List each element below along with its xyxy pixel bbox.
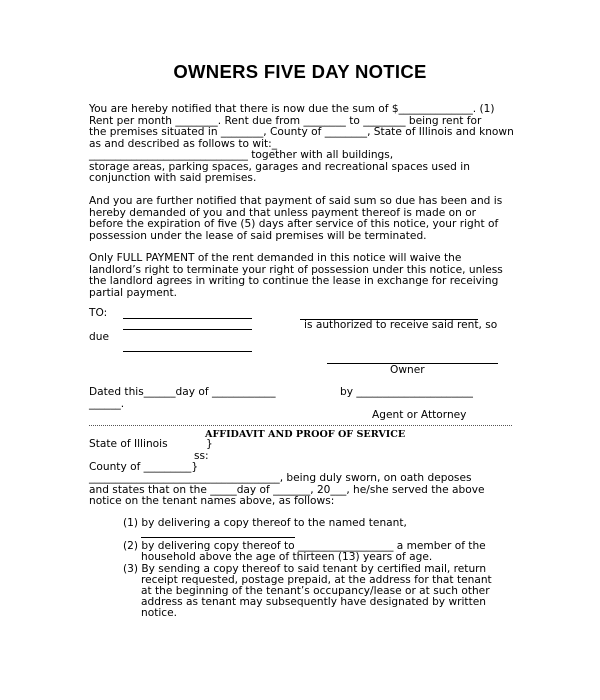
text-line: Rent per month ________. Rent due from ________ to ________ being rent for — [89, 114, 482, 127]
state-brace: } — [206, 438, 213, 450]
by-agent-line: by ______________________ — [340, 386, 473, 398]
text-line: ____________________________________, being duly sworn, on oath deposes — [89, 472, 472, 484]
text-line: You are hereby notified that there is now due the sum of $______________. (1) — [89, 103, 495, 115]
text-line: the premises situated in ________, County of ________, State of Illinois and known — [89, 126, 514, 138]
authorized-text: is authorized to receive said rent, so — [304, 319, 498, 331]
text-line: the landlord agrees in writing to continue the lease in exchange for receiving — [89, 275, 499, 287]
text-line: And you are further notified that payment of said sum so due has been and is — [89, 195, 503, 207]
service-method-3-cont: address as tenant may subsequently have designated by written — [141, 596, 486, 608]
tenant-name-line-3[interactable] — [123, 351, 252, 352]
service-method-2-line[interactable] — [141, 537, 295, 538]
text-line: storage areas, parking spaces, garages and recreational spaces used in — [89, 160, 470, 173]
text-line: notice on the tenant names above, as follows: — [89, 495, 335, 507]
notice-paragraph-3 — [89, 253, 519, 299]
service-method-3-cont: at the beginning of the tenant’s occupancy/lease or at such other — [141, 585, 490, 597]
text-line: and states that on the _____day of _______, 20___, he/she served the above — [89, 483, 485, 496]
agent-label: Agent or Attorney — [372, 409, 467, 421]
tenant-name-line-1[interactable] — [123, 318, 252, 319]
section-divider — [89, 425, 512, 426]
text-line: partial payment. — [89, 286, 178, 299]
state-label: State of Illinois — [89, 438, 168, 450]
dated-continued: ______. — [89, 398, 125, 410]
due-label: due — [89, 331, 109, 343]
text-line: conjunction with said premises. — [89, 172, 257, 184]
service-method-2: (2) by delivering copy thereof to __________________ a member of the — [123, 540, 486, 552]
affidavit-title: AFFIDAVIT AND PROOF OF SERVICE — [205, 429, 406, 440]
dated-text: Dated this______day of ____________ — [89, 386, 276, 398]
tenant-name-line-2[interactable] — [123, 329, 252, 330]
text-line: Only FULL PAYMENT of the rent demanded in this notice will waive the — [89, 252, 462, 264]
text-line: as and described as follows to wit:_ — [89, 137, 278, 150]
county-label: County of _________} — [89, 461, 199, 473]
affidavit-statement — [89, 473, 519, 508]
service-method-3-cont: receipt requested, postage prepaid, at the address for that tenant — [141, 574, 492, 586]
service-method-2-cont: household above the age of thirteen (13) years of age. — [141, 551, 433, 563]
notice-paragraph-1 — [89, 104, 519, 185]
document-title: OWNERS FIVE DAY NOTICE — [173, 61, 427, 82]
service-method-1: (1) by delivering a copy thereof to the named tenant, — [123, 517, 407, 529]
service-method-3-cont: notice. — [141, 607, 178, 619]
text-line: landlord’s right to terminate your right of possession under this notice, unless — [89, 263, 503, 276]
service-method-3: (3) By sending a copy thereof to said tenant by certified mail, return — [123, 563, 487, 575]
text-line: ______________________________ together with all buildings, — [89, 149, 394, 161]
text-line: before the expiration of five (5) days after service of this notice, your right of — [89, 218, 499, 230]
owner-label: Owner — [390, 364, 425, 376]
to-label: TO: — [89, 307, 108, 319]
text-line: possession under the lease of said premises will be terminated. — [89, 229, 427, 242]
notice-paragraph-2 — [89, 196, 519, 242]
text-line: hereby demanded of you and that unless payment thereof is made on or — [89, 206, 477, 219]
ss-label: ss: — [194, 450, 209, 462]
